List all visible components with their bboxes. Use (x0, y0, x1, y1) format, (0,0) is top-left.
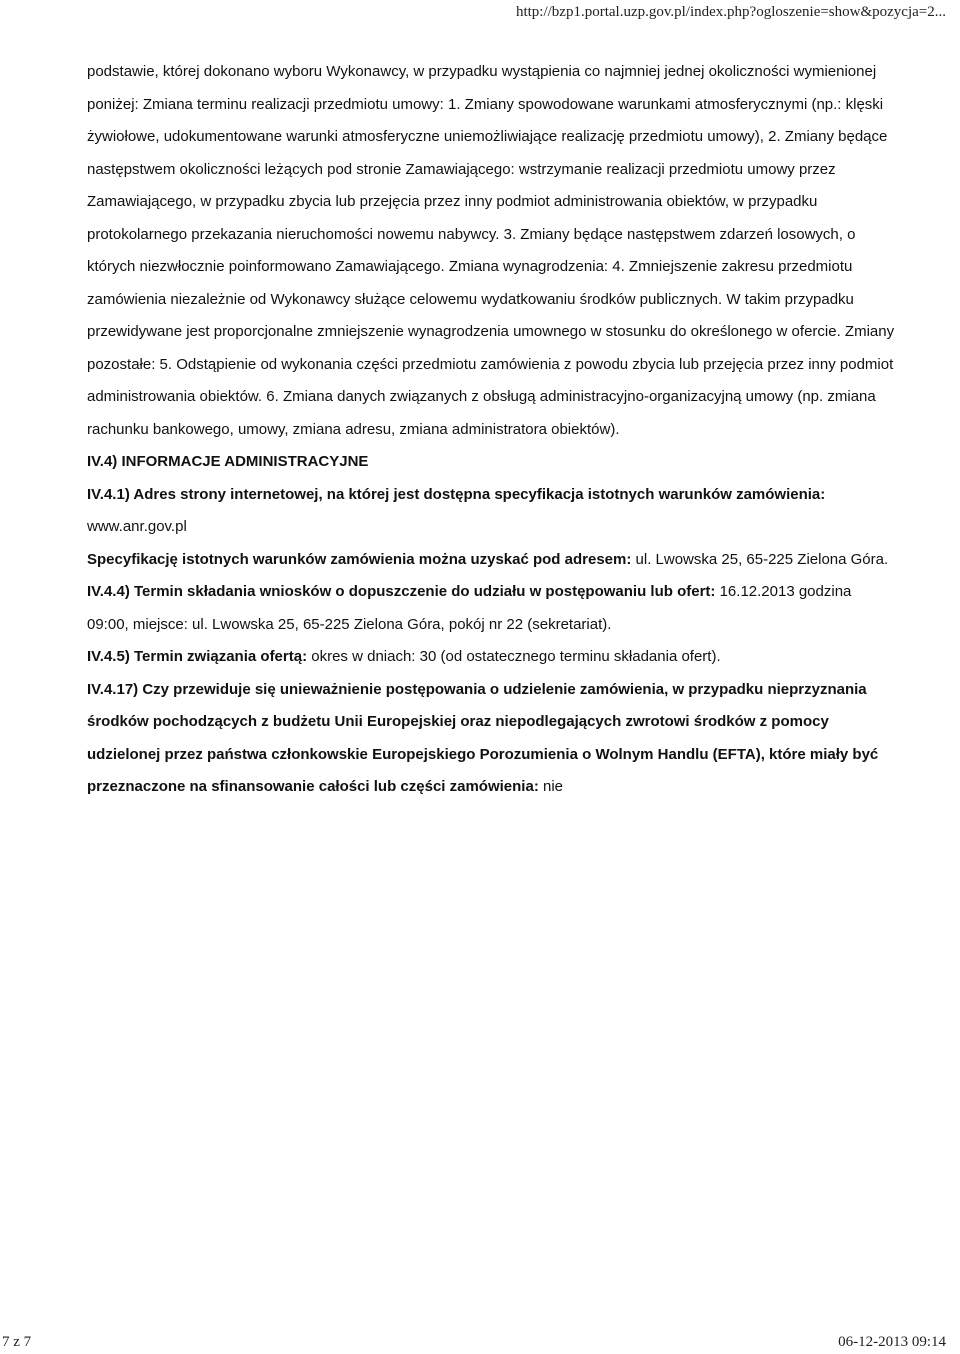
item-binding-label: IV.4.5) Termin związania ofertą: (87, 648, 308, 665)
item-website-label: IV.4.1) Adres strony internetowej, na której jest dostępna specyfikacja istotnych warunków zamówienia: (87, 485, 826, 503)
item-website-value: www.anr.gov.pl (87, 518, 187, 535)
item-spec-label: Specyfikację istotnych warunków zamówienia można uzyskać pod adresem: (87, 550, 632, 568)
item-deadline-label: IV.4.4) Termin składania wniosków o dopuszczenie do udziału w postępowaniu lub ofert: (87, 583, 716, 600)
item-website (87, 479, 897, 544)
item-deadline-value: 16.12.2013 godzina 09:00, miejsce: ul. Lwowska 25, 65-225 Zielona Góra, pokój nr 22 (sekretariat). (87, 583, 852, 633)
item-annulment-value: nie (542, 778, 564, 795)
page-number: 7 z 7 (2, 1334, 32, 1350)
item-binding-value: okres w dniach: 30 (od ostatecznego terminu składania ofert). (311, 648, 721, 665)
page-url: http://bzp1.portal.uzp.gov.pl/index.php?ogloszenie=show&pozycja=2... (515, 4, 946, 20)
item-annulment-label: IV.4.17) Czy przewiduje się unieważnienie postępowania o udzielenie zamówienia, w przypadku nieprzyznania środków pochodzących z budżetu Unii Europejskiej oraz niepodlegających zwrotowi środków z pomocy udzielonej przez państwa członkowskie Europejskiego Porozumienia o Wolnym Handlu (EFTA), które miały być przeznaczone na sfinansowanie całości lub części zamówienia: (87, 680, 879, 795)
section-heading-administrative (87, 446, 897, 479)
item-deadline (87, 576, 897, 641)
print-datetime: 06-12-2013 09:14 (838, 1334, 946, 1350)
paragraph-contract-changes: podstawie, której dokonano wyboru Wykonawcy, w przypadku wystąpienia co najmniej jednej okoliczności wymienionej poniżej: Zmiana terminu realizacji przedmiotu umowy: 1. Zmiany spowodowane warunkami atmosferycznymi (np.: klęski żywiołowe, udokumentowane warunki atmosferyczne uniemożliwiające realizację przedmiotu umowy), 2. Zmiany będące następstwem okoliczności leżących pod stronie Zamawiającego: wstrzymanie realizacji przedmiotu umowy przez Zamawiającego, w przypadku zbycia lub przejęcia przez inny podmiot administrowania obiektów, w przypadku protokolarnego przekazania nieruchomości nowemu nabywcy. 3. Zmiany będące następstwem zdarzeń losowych, o których niezwłocznie poinformowano Zamawiającego. Zmiana wynagrodzenia: 4. Zmniejszenie zakresu przedmiotu zamówienia niezależnie od Wykonawcy służące celowemu wydatkowaniu środków publicznych. W takim przypadku przewidywane jest proporcjonalne zmniejszenie wynagrodzenia umownego w stosunku do określonego w ofercie. Zmiany pozostałe: 5. Odstąpienie od wykonania części przedmiotu zamówienia z powodu zbycia lub przejęcia przez inny podmiot administrowania obiektów. 6. Zmiana danych związanych z obsługą administracyjno-organizacyjną umowy (np. zmiana rachunku bankowego, umowy, zmiana adresu, zmiana administratora obiektów). (87, 63, 895, 438)
section-heading-text: IV.4) INFORMACJE ADMINISTRACYJNE (87, 453, 369, 470)
item-spec-value: ul. Lwowska 25, 65-225 Zielona Góra. (635, 550, 889, 568)
item-annulment (87, 674, 897, 804)
notice-content (87, 56, 897, 804)
item-binding-period (87, 641, 897, 674)
item-spec-address (87, 544, 897, 577)
